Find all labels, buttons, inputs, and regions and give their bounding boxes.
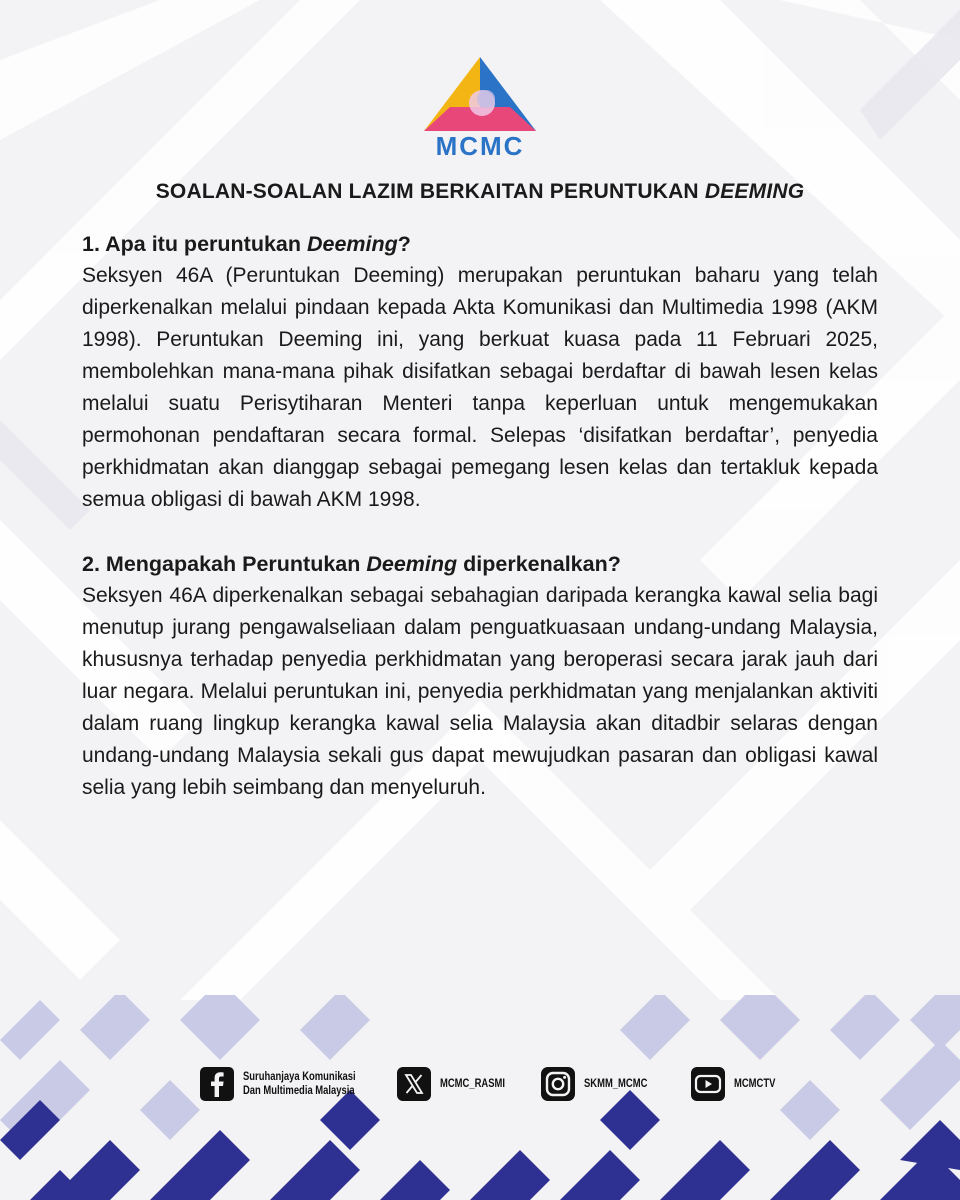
social-footer (200, 1062, 800, 1106)
mcmc-logo (418, 55, 542, 159)
facebook-label-line1: Suruhanjaya Komunikasi (243, 1071, 356, 1083)
faq-question-1: 1. Apa itu peruntukan Deeming? (82, 232, 411, 256)
x-link[interactable] (397, 1067, 541, 1101)
instagram-link[interactable] (541, 1067, 691, 1101)
youtube-label: MCMCTV (734, 1078, 776, 1090)
facebook-label-line2: Dan Multimedia Malaysia (243, 1085, 355, 1097)
page-title: SOALAN-SOALAN LAZIM BERKAITAN PERUNTUKAN DEEMING (155, 180, 805, 203)
instagram-icon (541, 1067, 575, 1101)
logo-wordmark: MCMC (435, 131, 525, 159)
faq-answer-1: Seksyen 46A (Peruntukan Deeming) merupakan peruntukan baharu yang telah diperkenalkan melalui pindaan kepada Akta Komunikasi dan Multimedia 1998 (AKM 1998). Peruntukan Deeming ini, yang berkuat kuasa pada 11 Februari 2025, membolehkan mana-mana pihak disifatkan sebagai berdaftar di bawah lesen kelas melalui suatu Perisytiharan Menteri tanpa keperluan untuk mengemukakan permohonan pendaftaran secara formal. Selepas ‘disifatkan berdaftar’, penyedia perkhidmatan akan dianggap sebagai pemegang lesen kelas dan tertakluk kepada semua obligasi di bawah AKM 1998. (82, 264, 878, 511)
facebook-icon (200, 1067, 234, 1101)
faq-answer-2: Seksyen 46A diperkenalkan sebagai sebahagian daripada kerangka kawal selia bagi menutup jurang pengawalseliaan dalam penguatkuasaan undang-undang Malaysia, khususnya terhadap penyedia perkhidmatan yang beroperasi secara jarak jauh dari luar negara. Melalui peruntukan ini, penyedia perkhidmatan yang menjalankan aktiviti dalam ruang lingkup kerangka kawal selia Malaysia akan ditadbir selaras dengan undang-undang Malaysia sekali gus dapat mewujudkan pasaran dan obligasi kawal selia yang lebih seimbang dan menyeluruh. (82, 584, 878, 799)
facebook-link[interactable] (200, 1067, 397, 1101)
youtube-link[interactable] (691, 1067, 800, 1101)
x-label: MCMC_RASMI (440, 1078, 506, 1090)
instagram-label: SKMM_MCMC (584, 1078, 648, 1090)
title-emphasis: DEEMING (704, 180, 805, 203)
x-icon (397, 1067, 431, 1101)
faq-question-2: 2. Mengapakah Peruntukan Deeming diperkenalkan? (82, 552, 621, 576)
youtube-icon (691, 1067, 725, 1101)
faq-content (82, 228, 878, 804)
